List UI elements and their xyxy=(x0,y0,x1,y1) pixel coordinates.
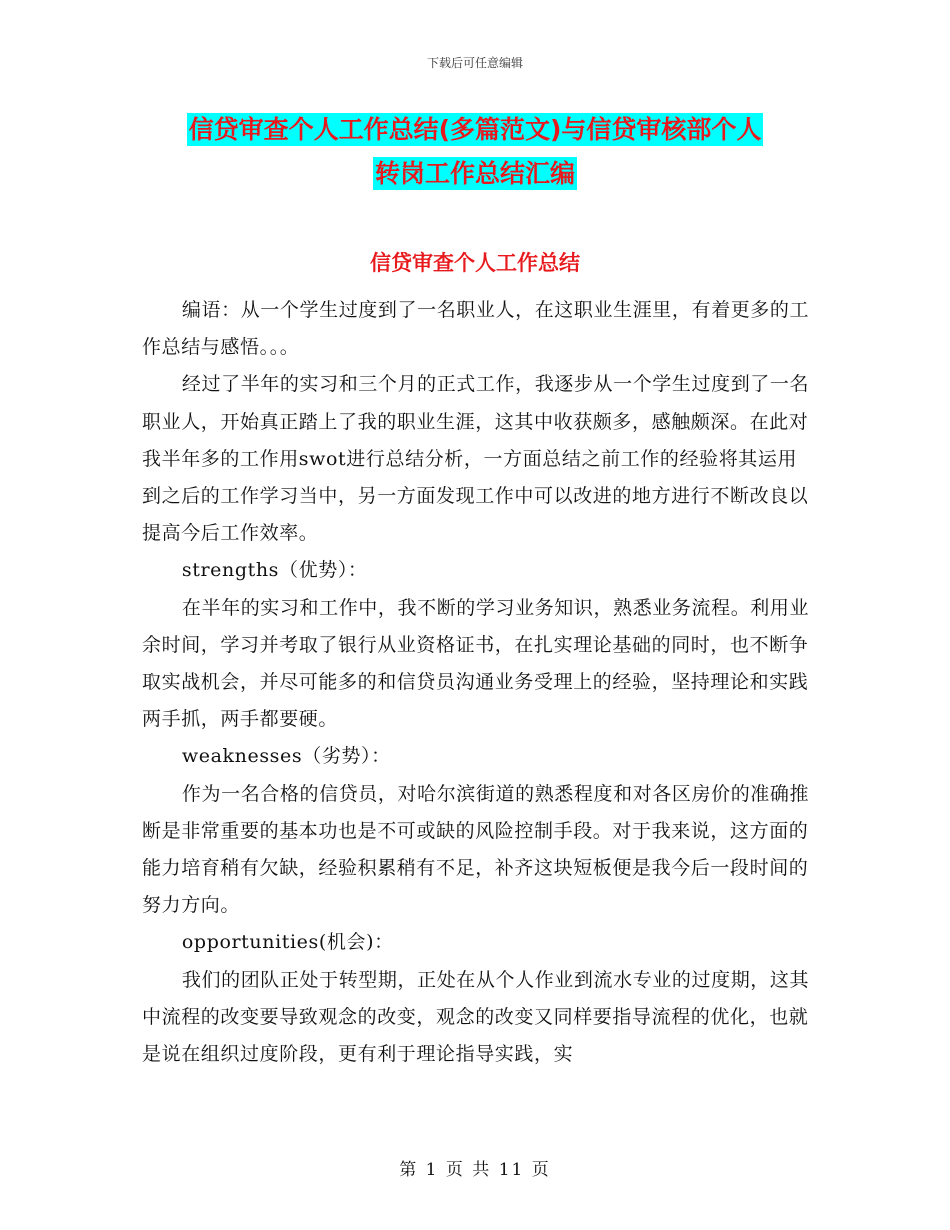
heading-weaknesses: weaknesses（劣势）： xyxy=(181,745,391,768)
paragraph-weaknesses: 作为一名合格的信贷员，对哈尔滨街道的熟悉程度和对各区房价的准确推断是非常重要的基本功也是不可或缺的风险控制手段。对于我来说，这方面的能力培育稍有欠缺，经验积累稍有不足，补齐这块短板便是我今后一段时间的努力方向。 xyxy=(142,782,810,917)
page-header-note: 下载后可任意编辑 xyxy=(426,56,523,70)
document-title-line-1: 信贷审查个人工作总结(多篇范文)与信贷审核部个人 xyxy=(188,115,762,144)
page-number-footer: 第 1 页 共 11 页 xyxy=(399,1160,551,1180)
paragraph-intro: 经过了半年的实习和三个月的正式工作，我逐步从一个学生过度到了一名职业人，开始真正踏上了我的职业生涯，这其中收获颇多，感触颇深。在此对我半年多的工作用swot进行总结分析，一方面总结之前工作的经验将其运用到之后的工作学习当中，另一方面发现工作中可以改进的地方进行不断改良以提高今后工作效率。 xyxy=(142,373,810,545)
document-title-line-2: 转岗工作总结汇编 xyxy=(374,159,575,188)
heading-strengths: strengths（优势）： xyxy=(181,559,368,582)
paragraph-strengths: 在半年的实习和工作中，我不断的学习业务知识，熟悉业务流程。利用业余时间，学习并考取了银行从业资格证书，在扎实理论基础的同时，也不断争取实战机会，并尽可能多的和信贷员沟通业务受理上的经验，坚持理论和实践两手抓，两手都要硬。 xyxy=(142,596,810,731)
body-text xyxy=(142,292,810,1073)
heading-opportunities: opportunities(机会)： xyxy=(181,931,394,954)
paragraph-opportunities: 我们的团队正处于转型期，正处在从个人作业到流水专业的过度期，这其中流程的改变要导致观念的改变，观念的改变又同样要指导流程的优化，也就是说在组织过度阶段，更有利于理论指导实践，实 xyxy=(142,968,810,1066)
section-title: 信贷审查个人工作总结 xyxy=(370,251,580,275)
document-title xyxy=(0,108,950,196)
paragraph-preface: 编语：从一个学生过度到了一名职业人，在这职业生涯里，有着更多的工作总结与感悟。。。 xyxy=(142,299,810,359)
